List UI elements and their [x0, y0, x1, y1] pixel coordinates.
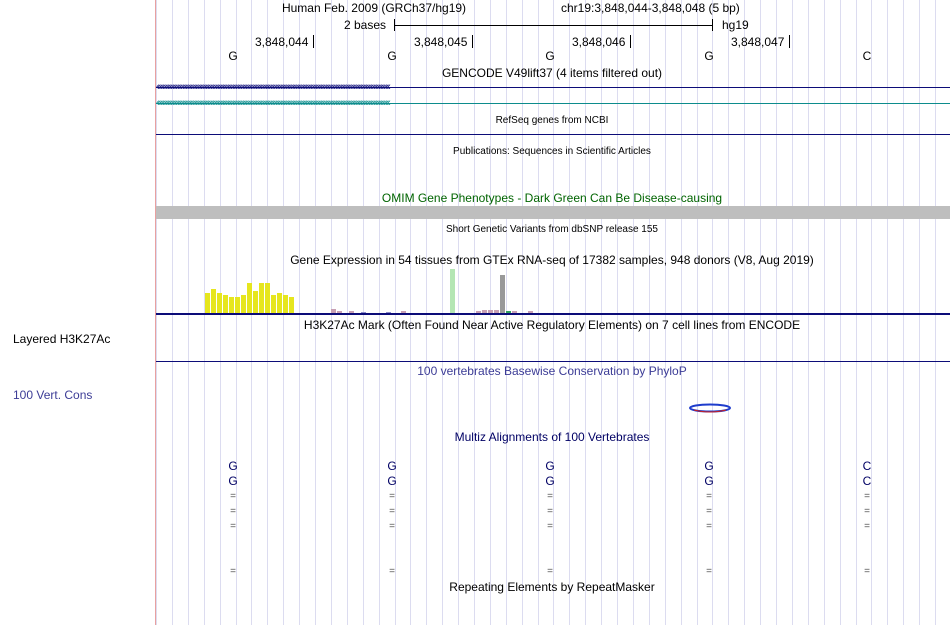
aln-rhesus-1: G: [228, 474, 238, 488]
coord-tick-4: [789, 35, 790, 48]
gtex-tissue-bar[interactable]: [235, 297, 240, 313]
scale-bar-right-tick: [712, 19, 713, 31]
gencode-track-title: GENCODE V49lift37 (4 items filtered out): [441, 66, 663, 80]
aln-rhesus-5: C: [862, 474, 872, 488]
gtex-tissue-bar[interactable]: [450, 269, 455, 313]
scale-db: hg19: [722, 18, 749, 32]
aln-zebrafish-5: =: [864, 566, 870, 577]
window-position-value: chr19:3,848,044-3,848,048 (5 bp): [561, 1, 740, 15]
aln-mouse-2: =: [389, 491, 395, 502]
aln-human-2: G: [387, 459, 397, 473]
base-1: G: [228, 49, 238, 63]
gtex-tissue-bar[interactable]: [277, 293, 282, 313]
aln-elephant-3: =: [547, 521, 553, 532]
gtex-tissue-bar[interactable]: [241, 295, 246, 313]
aln-dog-2: =: [389, 506, 395, 517]
assembly-title: Human Feb. 2009 (GRCh37/hg19): [281, 1, 467, 15]
aln-rhesus-3: G: [545, 474, 555, 488]
gtex-tissue-bar[interactable]: [271, 295, 276, 313]
gtex-tissue-bar[interactable]: [500, 275, 505, 313]
phylop-signal-glyph[interactable]: [686, 401, 734, 415]
gtex-track-title: Gene Expression in 54 tissues from GTEx RNA-seq of 17382 samples, 948 donors (V8, Aug 2019): [290, 253, 814, 267]
aln-human-3: G: [545, 459, 555, 473]
aln-mouse-1: =: [230, 491, 236, 502]
gtex-tissue-bar[interactable]: [289, 297, 294, 313]
aln-human-5: C: [862, 459, 872, 473]
aln-zebrafish-1: =: [230, 566, 236, 577]
aln-human-1: G: [228, 459, 238, 473]
aln-zebrafish-2: =: [389, 566, 395, 577]
coord-label-4: 3,848,047: [731, 35, 785, 49]
aln-mouse-3: =: [547, 491, 553, 502]
gtex-tissue-bar[interactable]: [265, 283, 270, 313]
gtex-tissue-bar[interactable]: [217, 293, 222, 313]
gencode-zfr2-strand-arrows-2[interactable]: ‹‹‹‹‹‹‹‹‹‹‹‹‹‹‹‹‹‹‹‹‹‹‹‹‹‹‹‹‹‹‹‹‹‹‹‹‹‹‹‹‹‹‹‹‹‹‹‹‹‹‹‹‹‹‹‹‹‹‹‹‹‹‹‹‹‹‹‹‹‹‹‹‹‹‹‹‹‹‹‹‹‹‹‹‹‹‹‹‹‹‹‹‹‹‹‹‹‹‹‹‹‹‹‹‹‹‹‹‹‹‹‹‹‹‹‹‹‹‹‹‹‹‹‹‹‹‹‹‹‹‹‹‹‹‹‹‹‹‹‹: [156, 98, 389, 108]
gtex-tissue-bar[interactable]: [229, 297, 234, 313]
aln-human-4: G: [704, 459, 714, 473]
repeatmasker-track-title: Repeating Elements by RepeatMasker: [449, 580, 655, 594]
aln-dog-3: =: [547, 506, 553, 517]
track-labels-panel: [0, 0, 155, 625]
h3k27ac-baseline: [156, 361, 950, 362]
coord-tick-3: [630, 35, 631, 48]
gtex-tissue-bar[interactable]: [247, 283, 252, 313]
gtex-tissue-bar[interactable]: [253, 291, 258, 313]
gtex-tissue-bar[interactable]: [259, 283, 264, 313]
aln-dog-1: =: [230, 506, 236, 517]
gtex-tissue-bar[interactable]: [211, 289, 216, 313]
browser-image-panel[interactable]: [156, 0, 950, 625]
aln-zebrafish-3: =: [547, 566, 553, 577]
phylop-track-title: 100 vertebrates Basewise Conservation by PhyloP: [417, 364, 687, 378]
aln-dog-5: =: [864, 506, 870, 517]
aln-rhesus-4: G: [704, 474, 714, 488]
multiz-track-title: Multiz Alignments of 100 Vertebrates: [454, 430, 650, 444]
coord-tick-1: [313, 35, 314, 48]
base-2: G: [387, 49, 397, 63]
publications-track-title: Publications: Sequences in Scientific Articles: [453, 146, 651, 157]
vert-cons-label[interactable]: 100 Vert. Cons: [13, 388, 93, 402]
dbsnp-track-title: Short Genetic Variants from dbSNP release 155: [446, 224, 658, 235]
refseq-zfr2-line[interactable]: [156, 134, 950, 135]
coord-label-2: 3,848,045: [414, 35, 468, 49]
h3k27ac-label[interactable]: Layered H3K27Ac: [13, 332, 111, 346]
aln-elephant-1: =: [230, 521, 236, 532]
base-3: G: [545, 49, 555, 63]
base-4: G: [704, 49, 714, 63]
aln-zebrafish-4: =: [706, 566, 712, 577]
coord-tick-2: [472, 35, 473, 48]
gtex-tissue-bar[interactable]: [283, 295, 288, 313]
gtex-tissue-bar[interactable]: [205, 293, 210, 313]
aln-mouse-5: =: [864, 491, 870, 502]
scale-text: 2 bases: [344, 18, 387, 32]
aln-dog-4: =: [706, 506, 712, 517]
aln-mouse-4: =: [706, 491, 712, 502]
coord-label-1: 3,848,044: [255, 35, 309, 49]
aln-elephant-5: =: [864, 521, 870, 532]
coord-label-3: 3,848,046: [572, 35, 626, 49]
aln-rhesus-2: G: [387, 474, 397, 488]
omim-gene-bar[interactable]: [156, 206, 950, 219]
scale-bar: [394, 25, 712, 26]
aln-elephant-4: =: [706, 521, 712, 532]
h3k27ac-track-title: H3K27Ac Mark (Often Found Near Active Regulatory Elements) on 7 cell lines from ENCODE: [303, 318, 801, 332]
gtex-tissue-bar[interactable]: [223, 295, 228, 313]
aln-elephant-2: =: [389, 521, 395, 532]
base-5: C: [862, 49, 872, 63]
gencode-zfr2-strand-arrows-1[interactable]: ‹‹‹‹‹‹‹‹‹‹‹‹‹‹‹‹‹‹‹‹‹‹‹‹‹‹‹‹‹‹‹‹‹‹‹‹‹‹‹‹‹‹‹‹‹‹‹‹‹‹‹‹‹‹‹‹‹‹‹‹‹‹‹‹‹‹‹‹‹‹‹‹‹‹‹‹‹‹‹‹‹‹‹‹‹‹‹‹‹‹‹‹‹‹‹‹‹‹‹‹‹‹‹‹‹‹‹‹‹‹‹‹‹‹‹‹‹‹‹‹‹‹‹‹‹‹‹‹‹‹‹‹‹‹‹‹‹‹‹‹: [156, 82, 389, 92]
omim-track-title: OMIM Gene Phenotypes - Dark Green Can Be Disease-causing: [381, 191, 723, 205]
gtex-gene-line: [156, 313, 950, 315]
refseq-track-title: RefSeq genes from NCBI: [495, 115, 609, 126]
